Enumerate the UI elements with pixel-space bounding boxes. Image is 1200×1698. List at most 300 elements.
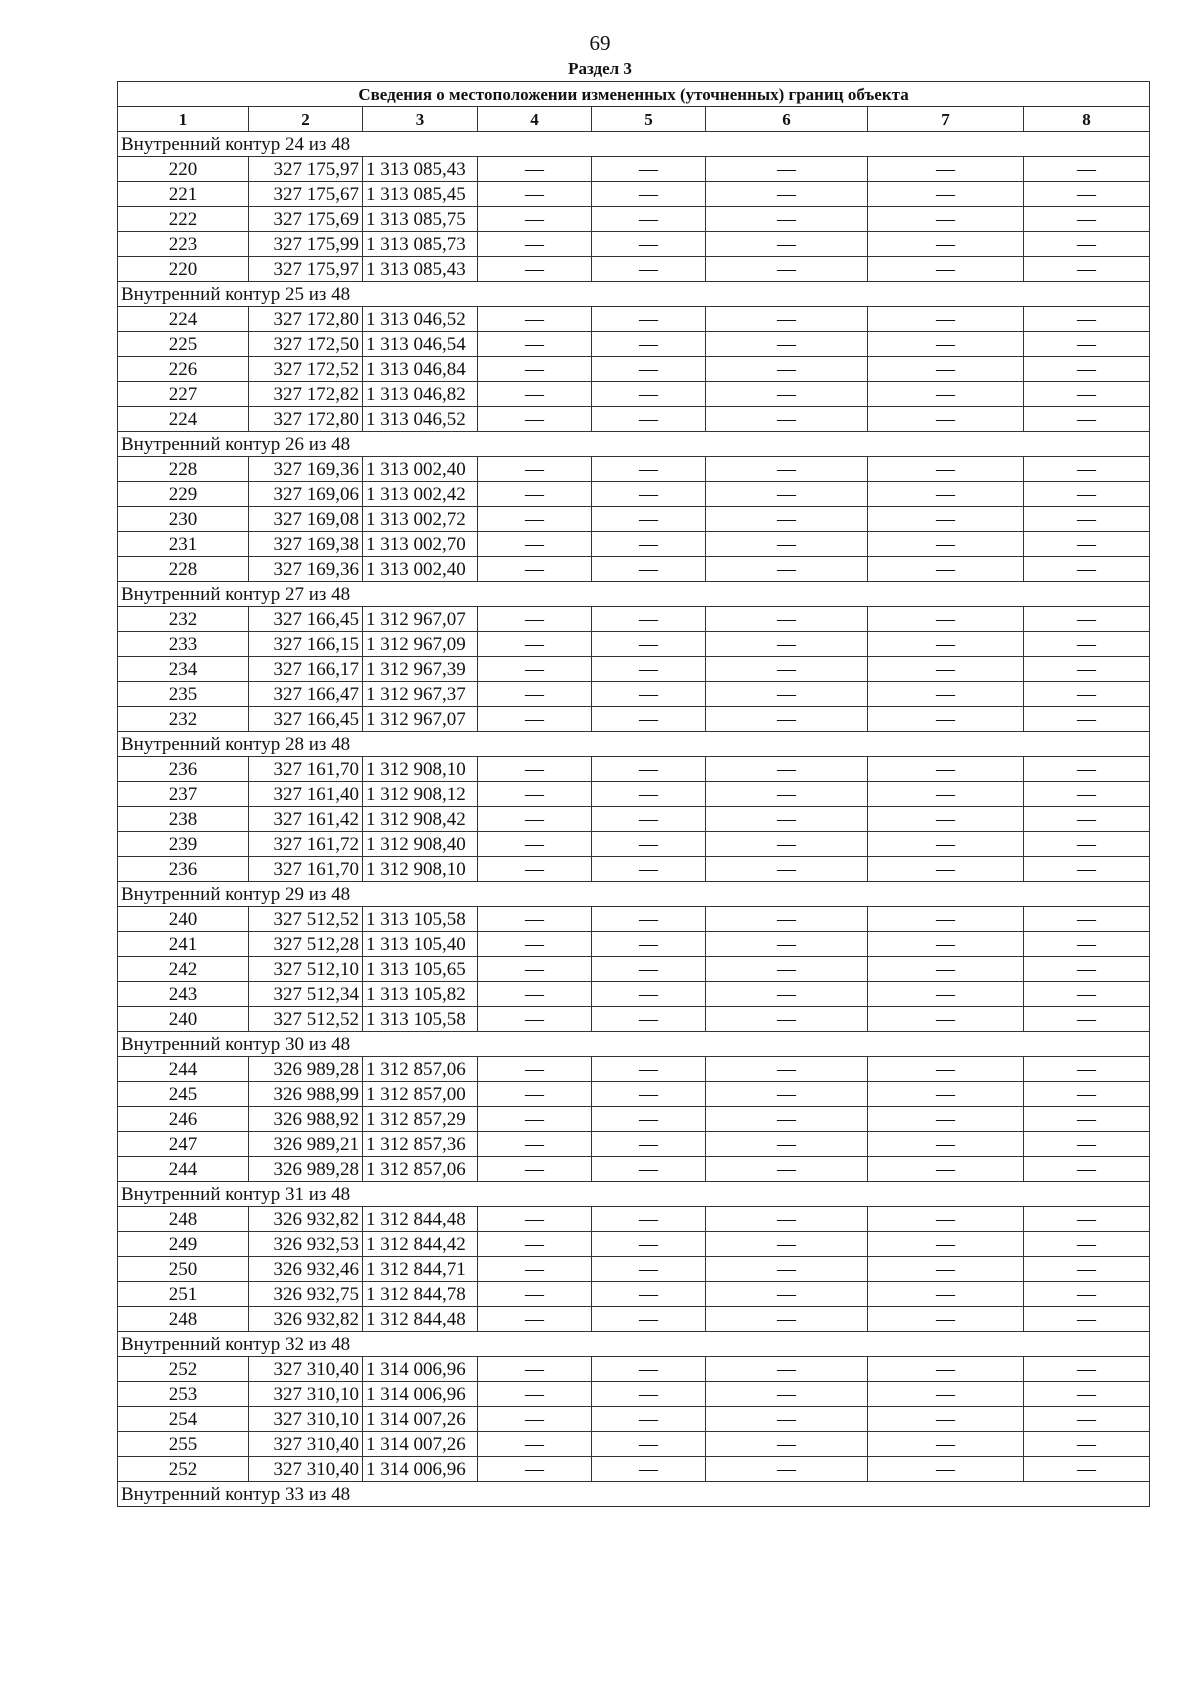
- empty-value-dash: —: [868, 1207, 1024, 1232]
- empty-value-dash: —: [706, 207, 868, 232]
- contour-row: [118, 1032, 1150, 1057]
- empty-value-dash: —: [868, 1082, 1024, 1107]
- point-number: 232: [118, 607, 249, 632]
- coord-y: 1 313 105,58: [363, 1007, 478, 1032]
- empty-value-dash: —: [1024, 782, 1150, 807]
- point-number: 243: [118, 982, 249, 1007]
- empty-value-dash: —: [478, 657, 592, 682]
- empty-value-dash: —: [1024, 932, 1150, 957]
- table-row: [118, 257, 1150, 282]
- empty-value-dash: —: [592, 632, 706, 657]
- empty-value-dash: —: [706, 707, 868, 732]
- point-number: 228: [118, 457, 249, 482]
- table-row: [118, 1082, 1150, 1107]
- empty-value-dash: —: [478, 932, 592, 957]
- empty-value-dash: —: [706, 532, 868, 557]
- coord-x: 327 172,50: [249, 332, 363, 357]
- point-number: 236: [118, 857, 249, 882]
- empty-value-dash: —: [868, 182, 1024, 207]
- coord-y: 1 313 085,43: [363, 257, 478, 282]
- coord-x: 327 310,10: [249, 1382, 363, 1407]
- empty-value-dash: —: [478, 607, 592, 632]
- empty-value-dash: —: [868, 332, 1024, 357]
- coord-x: 326 989,21: [249, 1132, 363, 1157]
- point-number: 238: [118, 807, 249, 832]
- empty-value-dash: —: [706, 657, 868, 682]
- table-row: [118, 857, 1150, 882]
- coord-y: 1 312 908,10: [363, 857, 478, 882]
- point-number: 255: [118, 1432, 249, 1457]
- empty-value-dash: —: [478, 557, 592, 582]
- empty-value-dash: —: [1024, 232, 1150, 257]
- column-header-8: 8: [1024, 107, 1150, 132]
- coord-y: 1 313 085,73: [363, 232, 478, 257]
- column-header-7: 7: [868, 107, 1024, 132]
- empty-value-dash: —: [592, 1257, 706, 1282]
- empty-value-dash: —: [868, 857, 1024, 882]
- table-row: [118, 907, 1150, 932]
- empty-value-dash: —: [478, 957, 592, 982]
- contour-row: [118, 732, 1150, 757]
- empty-value-dash: —: [592, 682, 706, 707]
- empty-value-dash: —: [1024, 657, 1150, 682]
- empty-value-dash: —: [868, 257, 1024, 282]
- empty-value-dash: —: [868, 707, 1024, 732]
- empty-value-dash: —: [868, 1057, 1024, 1082]
- empty-value-dash: —: [478, 707, 592, 732]
- empty-value-dash: —: [592, 857, 706, 882]
- table-row: [118, 1207, 1150, 1232]
- coord-x: 327 161,42: [249, 807, 363, 832]
- point-number: 239: [118, 832, 249, 857]
- table-row: [118, 1357, 1150, 1382]
- empty-value-dash: —: [1024, 632, 1150, 657]
- coord-x: 327 310,40: [249, 1457, 363, 1482]
- empty-value-dash: —: [478, 1432, 592, 1457]
- empty-value-dash: —: [592, 407, 706, 432]
- coord-y: 1 312 844,48: [363, 1207, 478, 1232]
- point-number: 253: [118, 1382, 249, 1407]
- coord-x: 327 169,38: [249, 532, 363, 557]
- coord-x: 327 512,52: [249, 1007, 363, 1032]
- coord-x: 327 161,40: [249, 782, 363, 807]
- empty-value-dash: —: [706, 1307, 868, 1332]
- empty-value-dash: —: [1024, 382, 1150, 407]
- empty-value-dash: —: [592, 707, 706, 732]
- column-header-3: 3: [363, 107, 478, 132]
- empty-value-dash: —: [478, 257, 592, 282]
- point-number: 232: [118, 707, 249, 732]
- point-number: 227: [118, 382, 249, 407]
- table-caption: Сведения о местоположении измененных (уточненных) границ объекта: [118, 82, 1150, 107]
- empty-value-dash: —: [868, 1232, 1024, 1257]
- empty-value-dash: —: [592, 207, 706, 232]
- empty-value-dash: —: [1024, 707, 1150, 732]
- empty-value-dash: —: [1024, 832, 1150, 857]
- coord-y: 1 313 002,40: [363, 457, 478, 482]
- empty-value-dash: —: [592, 457, 706, 482]
- empty-value-dash: —: [478, 382, 592, 407]
- empty-value-dash: —: [1024, 357, 1150, 382]
- coord-y: 1 312 857,36: [363, 1132, 478, 1157]
- empty-value-dash: —: [706, 307, 868, 332]
- coord-y: 1 312 967,37: [363, 682, 478, 707]
- empty-value-dash: —: [592, 307, 706, 332]
- contour-label: Внутренний контур 26 из 48: [118, 432, 1150, 457]
- empty-value-dash: —: [478, 532, 592, 557]
- coord-y: 1 314 007,26: [363, 1432, 478, 1457]
- table-row: [118, 532, 1150, 557]
- empty-value-dash: —: [868, 1107, 1024, 1132]
- empty-value-dash: —: [706, 357, 868, 382]
- empty-value-dash: —: [1024, 182, 1150, 207]
- coord-y: 1 312 967,39: [363, 657, 478, 682]
- empty-value-dash: —: [706, 232, 868, 257]
- contour-label: Внутренний контур 29 из 48: [118, 882, 1150, 907]
- table-row: [118, 382, 1150, 407]
- empty-value-dash: —: [706, 382, 868, 407]
- empty-value-dash: —: [868, 157, 1024, 182]
- empty-value-dash: —: [592, 757, 706, 782]
- empty-value-dash: —: [1024, 1057, 1150, 1082]
- point-number: 254: [118, 1407, 249, 1432]
- table-row: [118, 707, 1150, 732]
- empty-value-dash: —: [478, 1232, 592, 1257]
- empty-value-dash: —: [868, 957, 1024, 982]
- empty-value-dash: —: [592, 1007, 706, 1032]
- table-row: [118, 557, 1150, 582]
- empty-value-dash: —: [706, 407, 868, 432]
- empty-value-dash: —: [868, 507, 1024, 532]
- empty-value-dash: —: [868, 1157, 1024, 1182]
- coord-y: 1 314 007,26: [363, 1407, 478, 1432]
- coord-x: 327 512,34: [249, 982, 363, 1007]
- point-number: 248: [118, 1207, 249, 1232]
- empty-value-dash: —: [1024, 1357, 1150, 1382]
- empty-value-dash: —: [706, 1382, 868, 1407]
- column-header-2: 2: [249, 107, 363, 132]
- coord-x: 327 166,17: [249, 657, 363, 682]
- empty-value-dash: —: [1024, 907, 1150, 932]
- empty-value-dash: —: [1024, 1232, 1150, 1257]
- coord-y: 1 313 002,70: [363, 532, 478, 557]
- empty-value-dash: —: [478, 1282, 592, 1307]
- point-number: 223: [118, 232, 249, 257]
- coord-x: 327 169,08: [249, 507, 363, 532]
- empty-value-dash: —: [1024, 157, 1150, 182]
- empty-value-dash: —: [868, 232, 1024, 257]
- coord-x: 327 175,97: [249, 157, 363, 182]
- empty-value-dash: —: [592, 907, 706, 932]
- coord-y: 1 312 844,71: [363, 1257, 478, 1282]
- empty-value-dash: —: [706, 1057, 868, 1082]
- coord-y: 1 312 844,78: [363, 1282, 478, 1307]
- point-number: 229: [118, 482, 249, 507]
- table-row: [118, 332, 1150, 357]
- coord-y: 1 314 006,96: [363, 1382, 478, 1407]
- point-number: 245: [118, 1082, 249, 1107]
- empty-value-dash: —: [868, 1132, 1024, 1157]
- table-row: [118, 1007, 1150, 1032]
- point-number: 224: [118, 407, 249, 432]
- empty-value-dash: —: [706, 257, 868, 282]
- coord-y: 1 312 967,09: [363, 632, 478, 657]
- table-row: [118, 807, 1150, 832]
- coord-y: 1 313 105,82: [363, 982, 478, 1007]
- coord-x: 327 175,67: [249, 182, 363, 207]
- empty-value-dash: —: [592, 557, 706, 582]
- coord-x: 327 166,45: [249, 607, 363, 632]
- empty-value-dash: —: [478, 1132, 592, 1157]
- empty-value-dash: —: [478, 907, 592, 932]
- table-row: [118, 657, 1150, 682]
- empty-value-dash: —: [478, 757, 592, 782]
- contour-label: Внутренний контур 27 из 48: [118, 582, 1150, 607]
- coord-y: 1 313 046,52: [363, 307, 478, 332]
- empty-value-dash: —: [478, 1007, 592, 1032]
- empty-value-dash: —: [706, 982, 868, 1007]
- contour-row: [118, 1482, 1150, 1507]
- section-title: Раздел 3: [568, 59, 632, 78]
- column-header-5: 5: [592, 107, 706, 132]
- empty-value-dash: —: [1024, 757, 1150, 782]
- table-row: [118, 757, 1150, 782]
- coord-x: 327 161,72: [249, 832, 363, 857]
- empty-value-dash: —: [706, 507, 868, 532]
- empty-value-dash: —: [706, 857, 868, 882]
- empty-value-dash: —: [478, 507, 592, 532]
- empty-value-dash: —: [592, 1157, 706, 1182]
- contour-label: Внутренний контур 33 из 48: [118, 1482, 1150, 1507]
- empty-value-dash: —: [592, 357, 706, 382]
- empty-value-dash: —: [868, 1282, 1024, 1307]
- empty-value-dash: —: [868, 1307, 1024, 1332]
- empty-value-dash: —: [868, 482, 1024, 507]
- empty-value-dash: —: [592, 657, 706, 682]
- empty-value-dash: —: [1024, 982, 1150, 1007]
- empty-value-dash: —: [478, 982, 592, 1007]
- coord-y: 1 312 857,06: [363, 1157, 478, 1182]
- empty-value-dash: —: [1024, 1132, 1150, 1157]
- empty-value-dash: —: [706, 832, 868, 857]
- coord-x: 327 512,10: [249, 957, 363, 982]
- empty-value-dash: —: [706, 1082, 868, 1107]
- coord-y: 1 312 857,00: [363, 1082, 478, 1107]
- empty-value-dash: —: [478, 232, 592, 257]
- table-row: [118, 1407, 1150, 1432]
- empty-value-dash: —: [1024, 1257, 1150, 1282]
- empty-value-dash: —: [592, 507, 706, 532]
- empty-value-dash: —: [868, 382, 1024, 407]
- empty-value-dash: —: [706, 782, 868, 807]
- empty-value-dash: —: [1024, 682, 1150, 707]
- empty-value-dash: —: [592, 1082, 706, 1107]
- empty-value-dash: —: [706, 1432, 868, 1457]
- coord-x: 327 166,47: [249, 682, 363, 707]
- empty-value-dash: —: [478, 1057, 592, 1082]
- empty-value-dash: —: [868, 932, 1024, 957]
- coord-y: 1 313 002,72: [363, 507, 478, 532]
- empty-value-dash: —: [706, 182, 868, 207]
- table-row: [118, 1382, 1150, 1407]
- point-number: 244: [118, 1057, 249, 1082]
- empty-value-dash: —: [478, 1257, 592, 1282]
- empty-value-dash: —: [868, 657, 1024, 682]
- coord-y: 1 312 908,42: [363, 807, 478, 832]
- coord-x: 327 169,06: [249, 482, 363, 507]
- empty-value-dash: —: [1024, 1157, 1150, 1182]
- table-row: [118, 607, 1150, 632]
- point-number: 240: [118, 907, 249, 932]
- coord-y: 1 312 908,40: [363, 832, 478, 857]
- contour-row: [118, 132, 1150, 157]
- empty-value-dash: —: [478, 782, 592, 807]
- empty-value-dash: —: [478, 1307, 592, 1332]
- empty-value-dash: —: [868, 1257, 1024, 1282]
- empty-value-dash: —: [1024, 1407, 1150, 1432]
- empty-value-dash: —: [478, 1207, 592, 1232]
- contour-row: [118, 882, 1150, 907]
- coord-x: 326 989,28: [249, 1057, 363, 1082]
- empty-value-dash: —: [478, 482, 592, 507]
- table-row: [118, 207, 1150, 232]
- table-row: [118, 482, 1150, 507]
- empty-value-dash: —: [592, 157, 706, 182]
- coord-y: 1 312 857,06: [363, 1057, 478, 1082]
- point-number: 237: [118, 782, 249, 807]
- table-body: [118, 132, 1150, 1507]
- empty-value-dash: —: [868, 307, 1024, 332]
- empty-value-dash: —: [1024, 507, 1150, 532]
- contour-row: [118, 582, 1150, 607]
- contour-label: Внутренний контур 31 из 48: [118, 1182, 1150, 1207]
- empty-value-dash: —: [478, 1157, 592, 1182]
- empty-value-dash: —: [478, 1107, 592, 1132]
- empty-value-dash: —: [1024, 607, 1150, 632]
- empty-value-dash: —: [868, 1382, 1024, 1407]
- point-number: 247: [118, 1132, 249, 1157]
- coord-x: 327 172,80: [249, 407, 363, 432]
- empty-value-dash: —: [1024, 1082, 1150, 1107]
- empty-value-dash: —: [868, 907, 1024, 932]
- empty-value-dash: —: [592, 982, 706, 1007]
- table-row: [118, 1232, 1150, 1257]
- empty-value-dash: —: [706, 757, 868, 782]
- empty-value-dash: —: [592, 1457, 706, 1482]
- empty-value-dash: —: [706, 1457, 868, 1482]
- point-number: 252: [118, 1457, 249, 1482]
- point-number: 236: [118, 757, 249, 782]
- table-row: [118, 307, 1150, 332]
- empty-value-dash: —: [1024, 1282, 1150, 1307]
- coord-x: 326 932,53: [249, 1232, 363, 1257]
- contour-label: Внутренний контур 25 из 48: [118, 282, 1150, 307]
- coord-x: 326 932,82: [249, 1307, 363, 1332]
- coord-x: 327 310,10: [249, 1407, 363, 1432]
- coord-x: 327 310,40: [249, 1432, 363, 1457]
- empty-value-dash: —: [706, 332, 868, 357]
- coord-y: 1 313 085,45: [363, 182, 478, 207]
- table-row: [118, 357, 1150, 382]
- empty-value-dash: —: [706, 1282, 868, 1307]
- empty-value-dash: —: [592, 232, 706, 257]
- coord-x: 326 932,75: [249, 1282, 363, 1307]
- table-row: [118, 1157, 1150, 1182]
- point-number: 234: [118, 657, 249, 682]
- coord-y: 1 313 105,65: [363, 957, 478, 982]
- empty-value-dash: —: [1024, 557, 1150, 582]
- contour-label: Внутренний контур 32 из 48: [118, 1332, 1150, 1357]
- point-number: 235: [118, 682, 249, 707]
- contour-row: [118, 282, 1150, 307]
- point-number: 231: [118, 532, 249, 557]
- empty-value-dash: —: [592, 1207, 706, 1232]
- empty-value-dash: —: [478, 857, 592, 882]
- coord-x: 327 512,28: [249, 932, 363, 957]
- point-number: 249: [118, 1232, 249, 1257]
- coord-x: 327 310,40: [249, 1357, 363, 1382]
- point-number: 252: [118, 1357, 249, 1382]
- table-row: [118, 507, 1150, 532]
- empty-value-dash: —: [478, 182, 592, 207]
- table-row: [118, 1307, 1150, 1332]
- empty-value-dash: —: [592, 182, 706, 207]
- table-row: [118, 157, 1150, 182]
- empty-value-dash: —: [706, 1107, 868, 1132]
- table-row: [118, 1282, 1150, 1307]
- empty-value-dash: —: [592, 1107, 706, 1132]
- empty-value-dash: —: [706, 482, 868, 507]
- coord-y: 1 312 908,12: [363, 782, 478, 807]
- empty-value-dash: —: [868, 1407, 1024, 1432]
- empty-value-dash: —: [478, 207, 592, 232]
- empty-value-dash: —: [478, 457, 592, 482]
- empty-value-dash: —: [478, 632, 592, 657]
- empty-value-dash: —: [1024, 1432, 1150, 1457]
- coord-x: 326 932,82: [249, 1207, 363, 1232]
- empty-value-dash: —: [478, 357, 592, 382]
- empty-value-dash: —: [1024, 257, 1150, 282]
- empty-value-dash: —: [592, 1407, 706, 1432]
- coord-x: 327 169,36: [249, 557, 363, 582]
- coord-y: 1 314 006,96: [363, 1357, 478, 1382]
- empty-value-dash: —: [592, 932, 706, 957]
- empty-value-dash: —: [706, 632, 868, 657]
- empty-value-dash: —: [592, 1057, 706, 1082]
- empty-value-dash: —: [706, 957, 868, 982]
- empty-value-dash: —: [592, 1382, 706, 1407]
- point-number: 220: [118, 157, 249, 182]
- coordinates-table: [117, 81, 1150, 1507]
- empty-value-dash: —: [1024, 457, 1150, 482]
- empty-value-dash: —: [478, 807, 592, 832]
- empty-value-dash: —: [868, 682, 1024, 707]
- column-header-row: [118, 107, 1150, 132]
- empty-value-dash: —: [706, 157, 868, 182]
- coord-y: 1 313 046,52: [363, 407, 478, 432]
- table-row: [118, 1107, 1150, 1132]
- table-row: [118, 1132, 1150, 1157]
- empty-value-dash: —: [1024, 1207, 1150, 1232]
- coord-x: 326 988,92: [249, 1107, 363, 1132]
- empty-value-dash: —: [478, 1082, 592, 1107]
- empty-value-dash: —: [592, 1282, 706, 1307]
- empty-value-dash: —: [1024, 857, 1150, 882]
- empty-value-dash: —: [478, 157, 592, 182]
- empty-value-dash: —: [868, 832, 1024, 857]
- coord-y: 1 313 085,43: [363, 157, 478, 182]
- coord-y: 1 314 006,96: [363, 1457, 478, 1482]
